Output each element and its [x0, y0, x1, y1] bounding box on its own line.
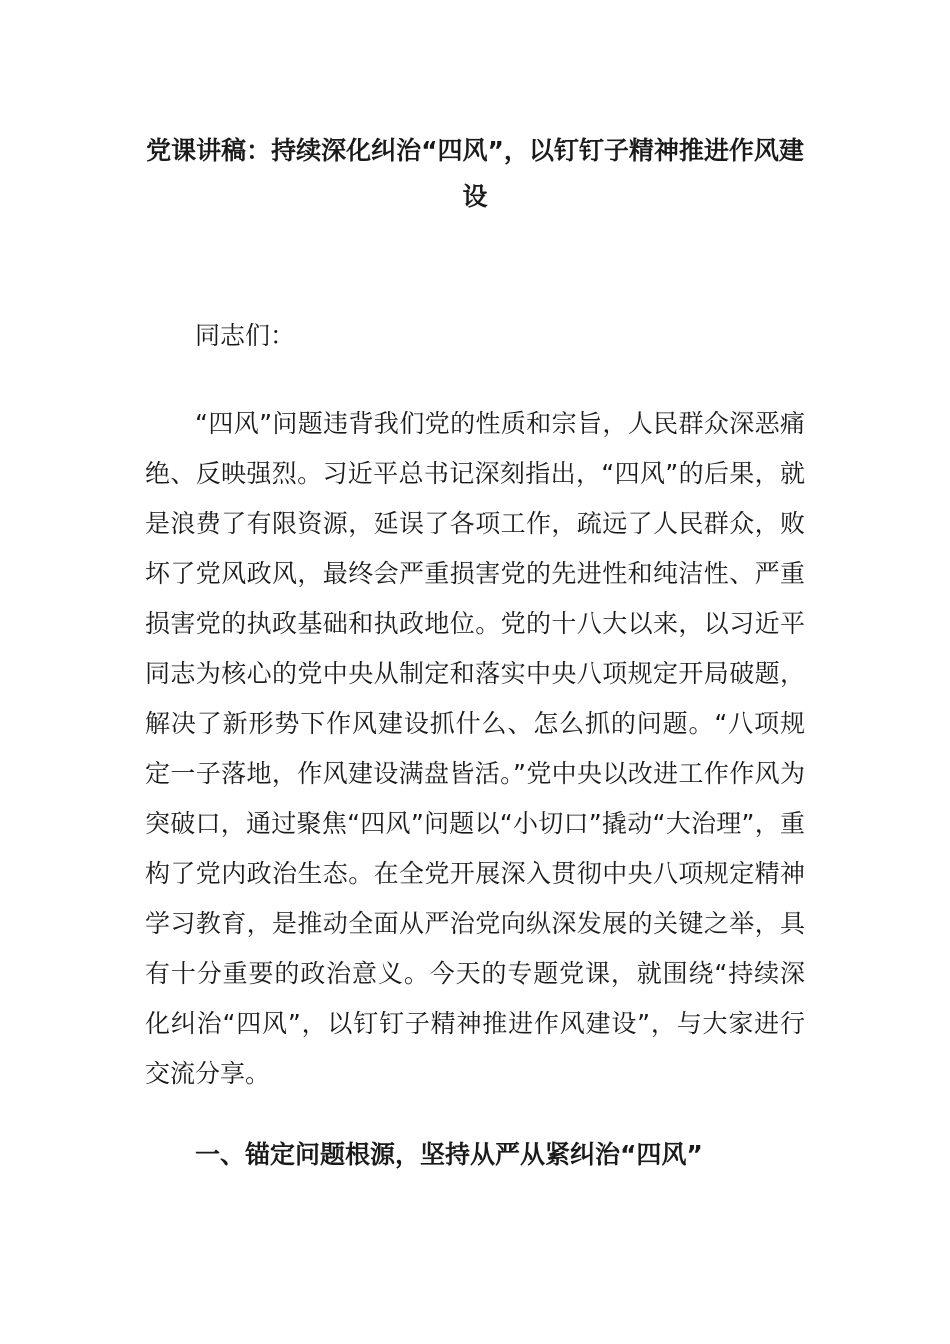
salutation: 同志们： — [195, 321, 296, 350]
body-paragraph: “四风”问题违背我们党的性质和宗旨，人民群众深恶痛绝、反映强烈。习近平总书记深刻指出，“四风”的后果，就是浪费了有限资源，延误了各项工作，疏远了人民群众，败坏了党风政风，最终会严重损害党的先进性和纯洁性、严重损害党的执政基础和执政地位。党的十八大以来，以习近平同志为核心的党中央从制定和落实中央八项规定开局破题，解决了新形势下作风建设抓什么、怎么抓的问题。“八项规定一子落地，作风建设满盘皆活。”党中央以改进工作作风为突破口，通过聚焦“四风”问题以“小切口”撬动“大治理”，重构了党内政治生态。在全党开展深入贯彻中央八项规定精神学习教育，是推动全面从严治党向纵深发展的关键之举，具有十分重要的政治意义。今天的专题党课，就围绕“持续深化纠治“四风”，以钉钉子精神推进作风建设”，与大家进行交流分享。 — [145, 409, 805, 1088]
section-heading: 一、锚定问题根源，坚持从严从紧纠治“四风” — [195, 1140, 703, 1169]
document-title: 党课讲稿：持续深化纠治“四风”，以钉钉子精神推进作风建设 — [146, 136, 804, 211]
